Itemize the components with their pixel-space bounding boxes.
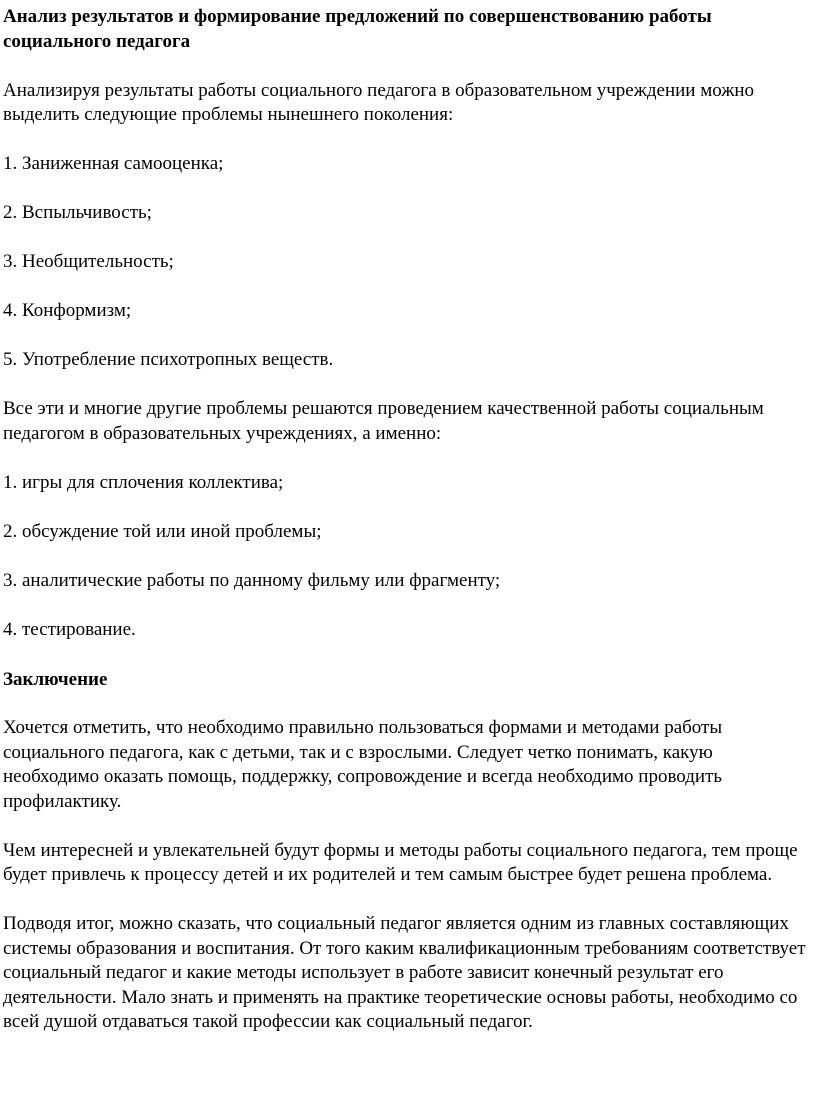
solution-item: 1. игры для сплочения коллектива; (3, 471, 284, 493)
problem-item: 3. Необщительность; (3, 251, 174, 272)
intro-paragraph: Анализируя результаты работы социального педагога в образовательном учреждении можно выделить следующие проблемы нынешнего поколения: (3, 79, 755, 125)
problem-item: 5. Употребление психотропных веществ. (3, 349, 334, 370)
solution-item: 4. тестирование. (3, 618, 136, 640)
solution-item: 2. обсуждение той или иной проблемы; (3, 520, 322, 542)
solutions-intro-paragraph: Все эти и многие другие проблемы решаются проведением качественной работы социальным педагогом в образовательных учреждениях, а именно: (3, 398, 764, 444)
section-heading: Анализ результатов и формирование предложений по совершенствованию работы социального педагога (3, 6, 712, 52)
conclusion-paragraph: Подводя итог, можно сказать, что социальный педагог является одним из главных составляющих системы образования и воспитания. От того каким квалификационным требованиям соответствует социальный педагог и какие методы использует в работе зависит конечный результат его деятельности. Мало знать и применять на практике теоретические основы работы, необходимо со всей душой отдаваться такой профессии как социальный педагог. (3, 913, 806, 1032)
problem-item: 2. Вспыльчивость; (3, 202, 152, 223)
solution-item: 3. аналитические работы по данному фильму или фрагменту; (3, 569, 501, 591)
problem-item: 1. Заниженная самооценка; (3, 153, 224, 174)
conclusion-heading: Заключение (3, 668, 108, 690)
problem-item: 4. Конформизм; (3, 300, 132, 321)
conclusion-paragraph: Хочется отметить, что необходимо правильно пользоваться формами и методами работы социального педагога, как с детьми, так и с взрослыми. Следует четко понимать, какую необходимо оказать помощь, поддержку, сопровождение и всегда необходимо проводить профилактику. (3, 717, 723, 812)
conclusion-paragraph: Чем интересней и увлекательней будут формы и методы работы социального педагога, тем проще будет привлечь к процессу детей и их родителей и тем самым быстрее будет решена проблема. (3, 839, 798, 885)
